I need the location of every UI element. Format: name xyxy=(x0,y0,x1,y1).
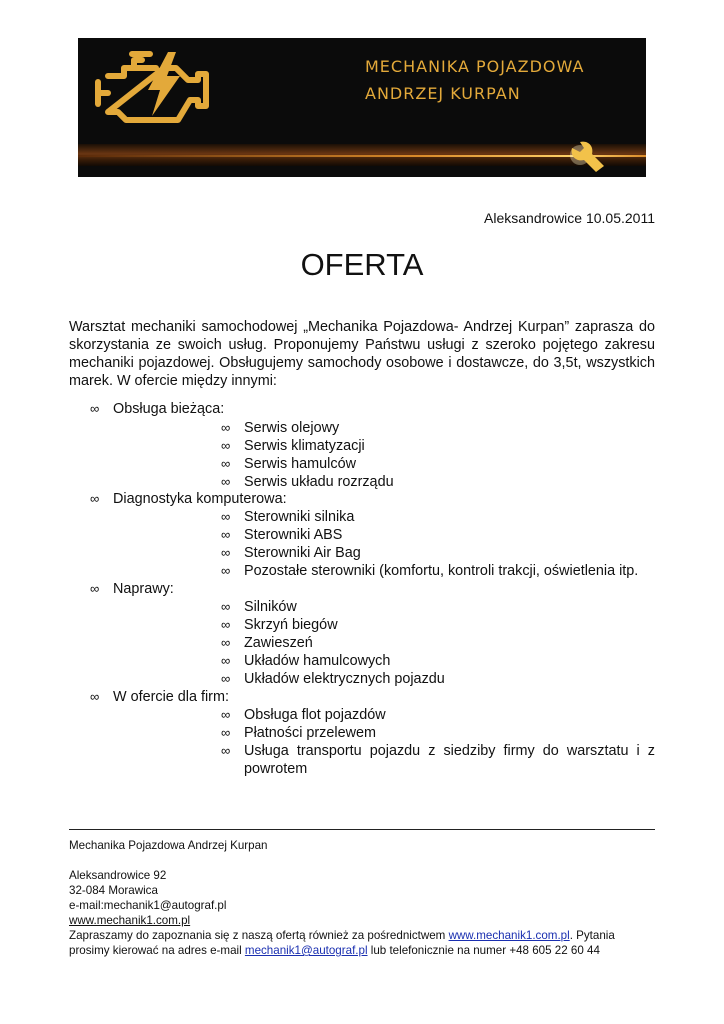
list-item xyxy=(221,670,655,688)
document-date: Aleksandrowice 10.05.2011 xyxy=(484,210,655,226)
infinity-bullet-icon: ∞ xyxy=(221,456,231,471)
footer-divider xyxy=(69,829,655,830)
list-item xyxy=(221,562,655,580)
list-item xyxy=(221,437,655,455)
list-item xyxy=(221,706,655,724)
list-item-text: Pozostałe sterowniki (komfortu, kontroli trakcji, oświetlenia itp. xyxy=(244,563,639,579)
infinity-bullet-icon: ∞ xyxy=(221,743,231,758)
list-item-text: Układów hamulcowych xyxy=(244,653,391,669)
list-item xyxy=(221,544,655,562)
section-repairs xyxy=(90,580,174,598)
list-item xyxy=(221,652,655,670)
banner-title-line1: MECHANIKA POJAZDOWA xyxy=(365,57,585,76)
section-routine-service xyxy=(90,400,224,418)
list-item xyxy=(221,473,655,491)
list-item xyxy=(221,598,655,616)
list-item xyxy=(221,508,655,526)
list-item xyxy=(221,455,655,473)
list-item xyxy=(221,724,655,742)
footer-email: e-mail:mechanik1@autograf.pl xyxy=(69,899,227,912)
invitation-email-link[interactable]: mechanik1@autograf.pl xyxy=(244,944,368,957)
list-item-text: Układów elektrycznych pojazdu xyxy=(244,671,445,687)
infinity-bullet-icon: ∞ xyxy=(221,438,231,453)
infinity-bullet-icon: ∞ xyxy=(221,545,231,560)
banner-title-line2: ANDRZEJ KURPAN xyxy=(365,84,521,103)
list-item-text: Sterowniki silnika xyxy=(244,509,355,525)
list-item-text: Serwis układu rozrządu xyxy=(244,474,394,490)
list-item-text: Zawieszeń xyxy=(244,635,313,651)
footer-invitation xyxy=(69,928,655,958)
infinity-bullet-icon: ∞ xyxy=(221,671,231,686)
section-business-offer xyxy=(90,688,229,706)
wrench-icon xyxy=(566,130,616,175)
section-label: Obsługa bieżąca: xyxy=(113,401,225,417)
list-item-text: Sterowniki Air Bag xyxy=(244,545,361,561)
infinity-bullet-icon: ∞ xyxy=(221,707,231,722)
list-item-text: Serwis hamulców xyxy=(244,456,356,472)
engine-check-icon xyxy=(90,46,215,128)
list-item-text: Skrzyń biegów xyxy=(244,617,338,633)
list-item-text: Obsługa flot pojazdów xyxy=(244,707,386,723)
invitation-website-link[interactable]: www.mechanik1.com.pl xyxy=(448,929,570,942)
invitation-prefix: Zapraszamy do zapoznania się z naszą ofertą również za pośrednictwem xyxy=(69,929,449,942)
list-item xyxy=(221,634,655,652)
page-title: OFERTA xyxy=(300,247,424,282)
footer-postal: 32-084 Morawica xyxy=(69,884,158,897)
list-item-text: Serwis olejowy xyxy=(244,420,340,436)
infinity-bullet-icon: ∞ xyxy=(90,689,100,704)
invitation-suffix: lub telefonicznie na numer +48 605 22 60 44 xyxy=(367,944,600,957)
footer-company: Mechanika Pojazdowa Andrzej Kurpan xyxy=(69,839,268,852)
footer xyxy=(69,838,655,958)
infinity-bullet-icon: ∞ xyxy=(221,599,231,614)
infinity-bullet-icon: ∞ xyxy=(221,420,231,435)
infinity-bullet-icon: ∞ xyxy=(90,401,100,416)
list-item-text: Płatności przelewem xyxy=(244,725,376,741)
infinity-bullet-icon: ∞ xyxy=(221,725,231,740)
footer-street: Aleksandrowice 92 xyxy=(69,869,167,882)
banner-glow-line xyxy=(78,155,646,157)
infinity-bullet-icon: ∞ xyxy=(221,617,231,632)
infinity-bullet-icon: ∞ xyxy=(90,491,100,506)
section-label: Diagnostyka komputerowa: xyxy=(113,491,287,507)
header-banner xyxy=(78,38,646,177)
list-item-text: Sterowniki ABS xyxy=(244,527,343,543)
infinity-bullet-icon: ∞ xyxy=(221,509,231,524)
infinity-bullet-icon: ∞ xyxy=(221,653,231,668)
section-label: Naprawy: xyxy=(113,581,174,597)
section-computer-diagnostics xyxy=(90,490,287,508)
list-item-text: Silników xyxy=(244,599,297,615)
section-label: W ofercie dla firm: xyxy=(113,689,229,705)
list-item-text: Usługa transportu pojazdu z siedziby firmy do warsztatu i z powrotem xyxy=(244,743,655,777)
list-item xyxy=(221,419,655,437)
infinity-bullet-icon: ∞ xyxy=(221,474,231,489)
list-item xyxy=(221,616,655,634)
infinity-bullet-icon: ∞ xyxy=(221,563,231,578)
list-item-text: Serwis klimatyzacji xyxy=(244,438,365,454)
infinity-bullet-icon: ∞ xyxy=(90,581,100,596)
infinity-bullet-icon: ∞ xyxy=(221,527,231,542)
list-item xyxy=(221,742,655,778)
list-item xyxy=(221,526,655,544)
infinity-bullet-icon: ∞ xyxy=(221,635,231,650)
invitation-mid: . Pytania prosimy kierować na adres e-mail xyxy=(69,929,615,957)
footer-website-link[interactable]: www.mechanik1.com.pl xyxy=(69,914,191,927)
intro-paragraph: Warsztat mechaniki samochodowej „Mechanika Pojazdowa- Andrzej Kurpan” zaprasza do skorzystania ze swoich usług. Proponujemy Państwu usługi z szeroko pojętego zakresu mechaniki pojazdowej. Obsługujemy samochody osobowe i dostawcze, do 3,5t, wszystkich marek. W ofercie między innymi: xyxy=(69,319,655,389)
